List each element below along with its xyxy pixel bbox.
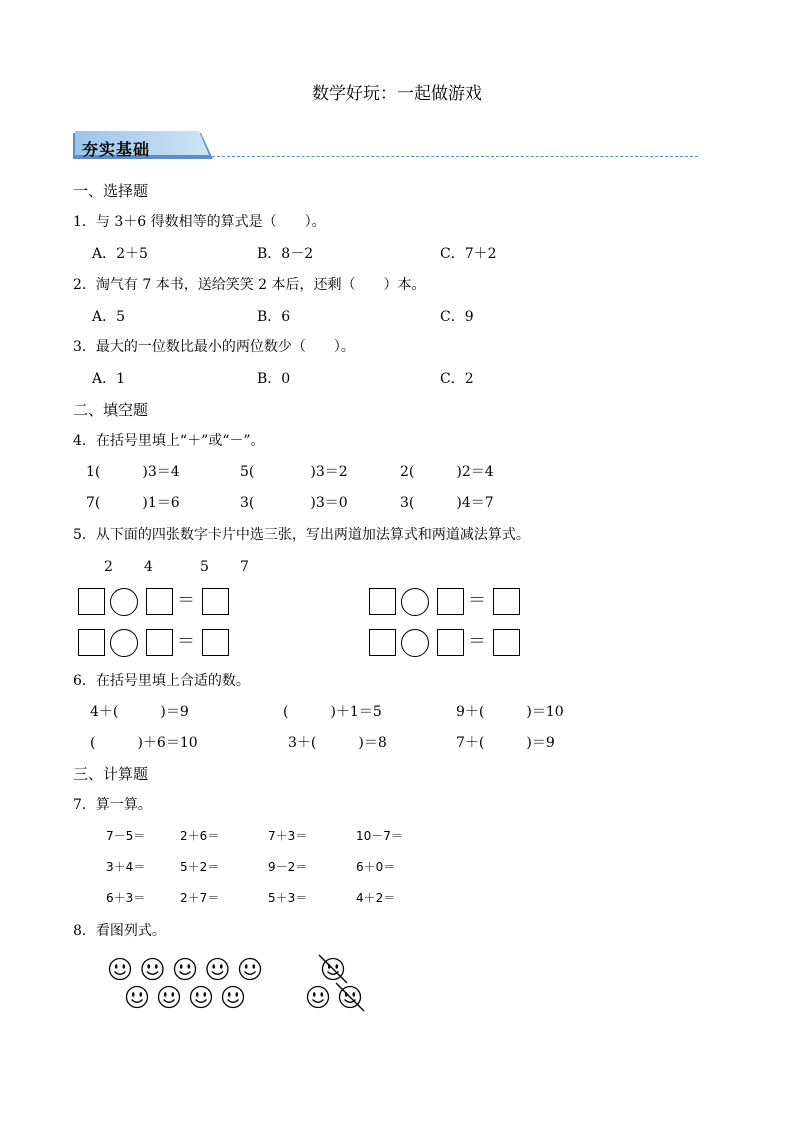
q1-option-a: A．2＋5 xyxy=(92,246,148,262)
equals-sign: ＝ xyxy=(468,631,486,652)
smiley-icon xyxy=(308,987,329,1008)
equals-sign: ＝ xyxy=(468,590,486,611)
crossed-smiley-icon xyxy=(319,955,347,983)
calc-item: 2＋7＝ xyxy=(180,891,220,905)
question-2: 2．淘气有 7 本书，送给笑笑 2 本后，还剩（ ）本。 xyxy=(73,277,426,293)
q2-option-a: A．5 xyxy=(92,309,126,325)
calc-item: 10－7＝ xyxy=(356,829,403,843)
page-title: 数学好玩：一起做游戏 xyxy=(312,84,482,104)
banner-label: 夯实基础 xyxy=(82,140,151,159)
q4-item: 5( )3＝2 xyxy=(240,464,348,480)
q4-item: 2( )2＝4 xyxy=(400,464,494,480)
q6-item: ( )＋6＝10 xyxy=(90,735,198,751)
smiley-icon xyxy=(240,959,261,980)
question-5: 5．从下面的四张数字卡片中选三张，写出两道加法算式和两道减法算式。 xyxy=(73,527,530,543)
smiley-icon xyxy=(127,987,148,1008)
q3-option-b: B．0 xyxy=(257,371,291,387)
question-8: 8．看图列式。 xyxy=(73,923,166,939)
q6-item: ( )＋1＝5 xyxy=(283,704,382,720)
calc-item: 4＋2＝ xyxy=(356,891,396,905)
calc-item: 9－2＝ xyxy=(268,860,308,874)
q4-item: 7( )1＝6 xyxy=(86,495,180,511)
calc-item: 5＋3＝ xyxy=(268,891,308,905)
calc-item: 7＋3＝ xyxy=(268,829,308,843)
smiley-icon xyxy=(175,959,196,980)
section-heading-choice: 一、选择题 xyxy=(73,182,149,200)
q3-option-c: C．2 xyxy=(440,371,474,387)
calc-item: 6＋0＝ xyxy=(356,860,396,874)
equals-sign: ＝ xyxy=(177,590,195,611)
q2-option-b: B．6 xyxy=(257,309,291,325)
q2-option-c: C．9 xyxy=(440,309,474,325)
number-card: 7 xyxy=(240,559,249,575)
question-6: 6．在括号里填上合适的数。 xyxy=(73,673,250,689)
section-heading-fill: 二、填空题 xyxy=(73,401,149,419)
q6-item: 7＋( )＝9 xyxy=(456,735,555,751)
question-7: 7．算一算。 xyxy=(73,797,152,813)
question-1: 1．与 3＋6 得数相等的算式是（ ）。 xyxy=(73,214,326,230)
q6-item: 4＋( )＝9 xyxy=(90,704,189,720)
q6-item: 3＋( )＝8 xyxy=(288,735,387,751)
section-heading-calc: 三、计算题 xyxy=(73,765,149,783)
equals-sign: ＝ xyxy=(177,631,195,652)
q4-item: 3( )4＝7 xyxy=(400,495,494,511)
smiley-icon xyxy=(142,959,163,980)
q3-option-a: A．1 xyxy=(92,371,126,387)
calc-item: 6＋3＝ xyxy=(106,891,146,905)
smiley-icon xyxy=(110,959,131,980)
q6-item: 9＋( )＝10 xyxy=(456,704,564,720)
smiley-icon xyxy=(223,987,244,1008)
calc-item: 5＋2＝ xyxy=(180,860,220,874)
calc-item: 2＋6＝ xyxy=(180,829,220,843)
number-card: 5 xyxy=(200,559,209,575)
question-3: 3．最大的一位数比最小的两位数少（ ）。 xyxy=(73,339,355,355)
number-card: 2 xyxy=(104,559,113,575)
q1-option-c: C．7＋2 xyxy=(440,246,497,262)
q1-option-b: B．8－2 xyxy=(257,246,314,262)
calc-item: 3＋4＝ xyxy=(106,860,146,874)
number-card: 4 xyxy=(144,559,153,575)
q4-item: 3( )3＝0 xyxy=(240,495,348,511)
calc-item: 7－5＝ xyxy=(106,829,146,843)
smiley-icon xyxy=(159,987,180,1008)
crossed-smiley-icon xyxy=(336,983,364,1011)
smiley-icon xyxy=(207,959,228,980)
smiley-icon xyxy=(191,987,212,1008)
q4-item: 1( )3＝4 xyxy=(86,464,180,480)
question-4: 4．在括号里填上“＋”或“－”。 xyxy=(73,433,265,449)
